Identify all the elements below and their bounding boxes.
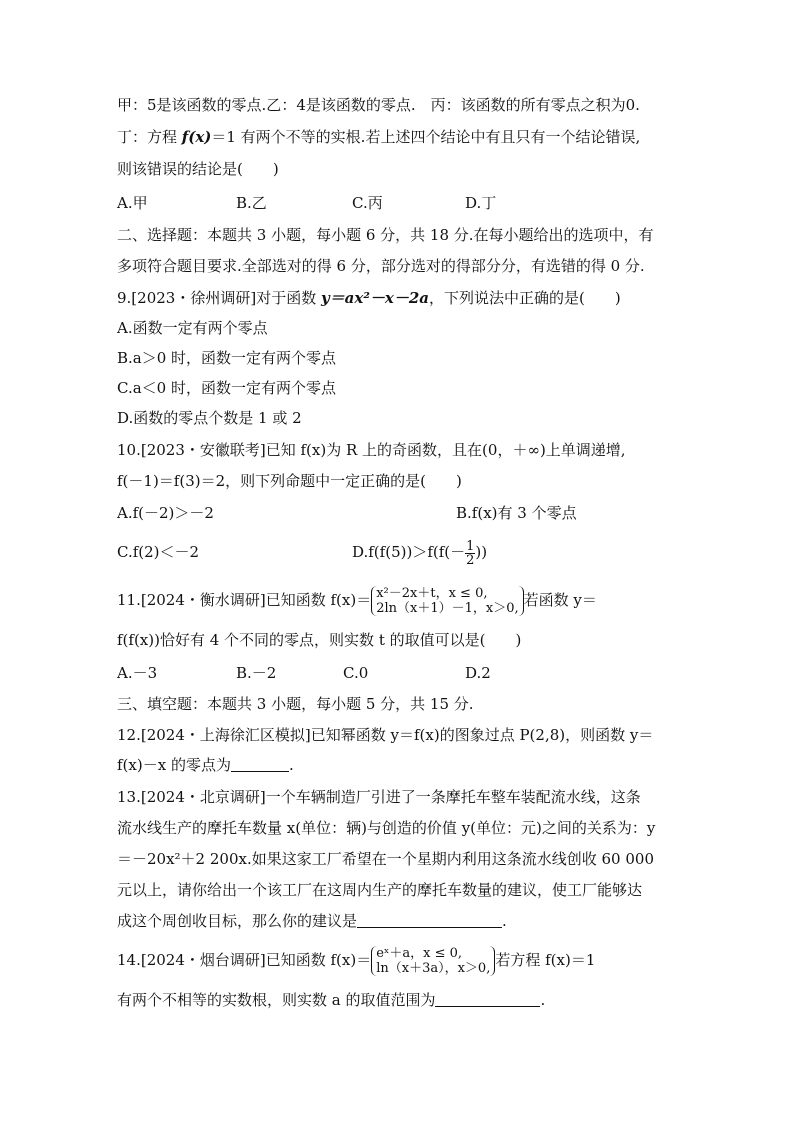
q9-stem: 9.[2023・徐州调研]对于函数 y＝ax²－x－2a，下列说法中正确的是( ): [117, 289, 621, 307]
q9-option-b[interactable]: B.a＞0 时，函数一定有两个零点: [117, 349, 337, 367]
q12-stem-line-1: 12.[2024・上海徐汇区模拟]已知幂函数 y＝f(x)的图象过点 P(2,8)，则函数 y＝: [117, 726, 654, 744]
q11-piecewise-function: x²－2x＋t，x ≤ 0, 2ln（x＋1）－1，x＞0,: [371, 586, 523, 616]
q8-option-b[interactable]: B.乙: [236, 194, 267, 212]
q10-stem-line-2: f(－1)＝f(3)＝2，则下列命题中一定正确的是( ): [117, 472, 462, 490]
q13-answer-blank[interactable]: [357, 913, 502, 928]
q10-option-c[interactable]: C.f(2)＜－2: [117, 543, 200, 561]
q11-stem-line-1: 11.[2024・衡水调研]已知函数 f(x)＝ x²－2x＋t，x ≤ 0, 2ln（x＋1）－1，x＞0, 若函数 y＝: [117, 586, 597, 616]
q11-option-c[interactable]: C.0: [343, 664, 369, 682]
section-2-heading-line-1: 二、选择题：本题共 3 小题，每小题 6 分，共 18 分.在每小题给出的选项中，有: [117, 226, 654, 244]
q13-stem-line-5: 成这个周创收目标，那么你的建议是 .: [117, 912, 507, 930]
q14-stem-line-2: 有两个不相等的实数根，则实数 a 的取值范围为 .: [117, 991, 546, 1009]
q8-statement-line-2: 丁：方程 f(x)＝1 有两个不等的实根.若上述四个结论中有且只有一个结论错误,: [117, 128, 641, 146]
q10-option-b[interactable]: B.f(x)有 3 个零点: [456, 504, 577, 522]
q10-stem-line-1: 10.[2023・安徽联考]已知 f(x)为 R 上的奇函数，且在(0，＋∞)上单调递增,: [117, 441, 626, 459]
q11-stem-line-2: f(f(x))恰好有 4 个不同的零点，则实数 t 的取值可以是( ): [117, 631, 522, 649]
section-3-heading: 三、填空题：本题共 3 小题，每小题 5 分，共 15 分.: [117, 695, 474, 713]
q12-stem-line-2: f(x)－x 的零点为 .: [117, 756, 294, 774]
fraction-one-half: $\frac{1}{2}$: [466, 538, 475, 568]
q10-option-a[interactable]: A.f(－2)＞－2: [117, 504, 214, 522]
q13-stem-line-2: 流水线生产的摩托车数量 x(单位：辆)与创造的价值 y(单位：元)之间的关系为：y: [117, 819, 656, 837]
q8-statement-line-3: 则该错误的结论是( ): [117, 160, 279, 178]
q11-option-b[interactable]: B.－2: [236, 664, 277, 682]
q10-option-d[interactable]: D.f(f(5))＞f(f(－ $\frac{1}{2}$ )): [352, 538, 488, 568]
q8-statement-line-1: 甲：5是该函数的零点.乙：4是该函数的零点. 丙：该函数的所有零点之积为0.: [117, 96, 640, 114]
q13-stem-line-3: ＝－20x²＋2 200x.如果这家工厂希望在一个星期内利用这条流水线创收 60 000: [117, 850, 654, 868]
q8-option-d[interactable]: D.丁: [465, 194, 497, 212]
q14-piecewise-function: eˣ＋a，x ≤ 0, ln（x＋3a），x＞0,: [371, 946, 495, 976]
q9-option-d[interactable]: D.函数的零点个数是 1 或 2: [117, 409, 302, 427]
q9-option-a[interactable]: A.函数一定有两个零点: [117, 319, 268, 337]
q11-option-a[interactable]: A.－3: [117, 664, 158, 682]
q13-stem-line-1: 13.[2024・北京调研]一个车辆制造厂引进了一条摩托车整车装配流水线，这条: [117, 788, 641, 806]
q13-stem-line-4: 元以上，请你给出一个该工厂在这周内生产的摩托车数量的建议，使工厂能够达: [117, 881, 643, 899]
section-2-heading-line-2: 多项符合题目要求.全部选对的得 6 分，部分选对的得部分分，有选错的得 0 分.: [117, 257, 645, 275]
q14-answer-blank[interactable]: [435, 992, 540, 1007]
q11-option-d[interactable]: D.2: [465, 664, 491, 682]
q14-stem-line-1: 14.[2024・烟台调研]已知函数 f(x)＝ eˣ＋a，x ≤ 0, ln（x＋3a），x＞0, 若方程 f(x)＝1: [117, 946, 596, 976]
q8-option-c[interactable]: C.丙: [352, 194, 383, 212]
q9-option-c[interactable]: C.a＜0 时，函数一定有两个零点: [117, 379, 336, 397]
q12-answer-blank[interactable]: [231, 757, 289, 772]
q8-option-a[interactable]: A.甲: [117, 194, 148, 212]
